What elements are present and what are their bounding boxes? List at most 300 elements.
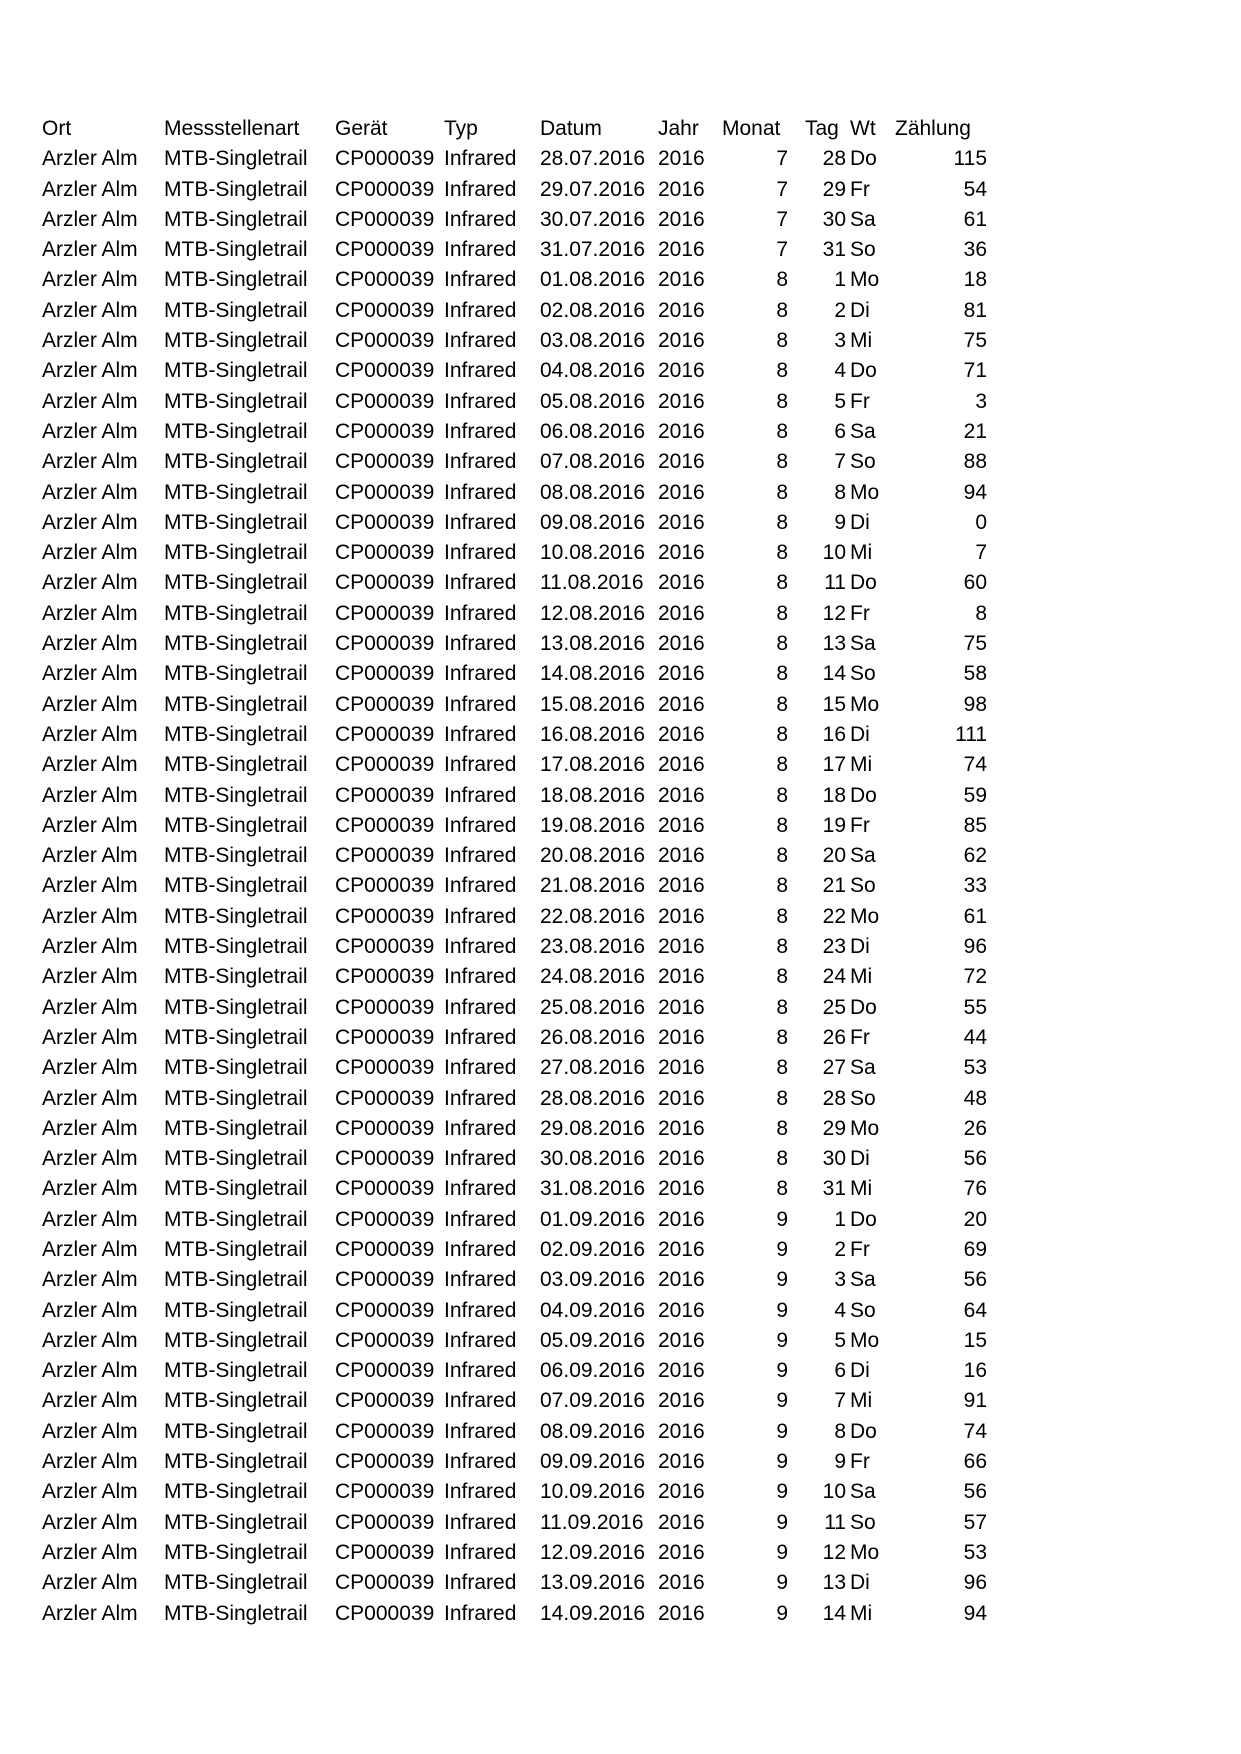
cell-typ: Infrared bbox=[444, 1298, 517, 1322]
cell-ort: Arzler Alm bbox=[42, 813, 138, 837]
cell-datum: 05.08.2016 bbox=[540, 389, 646, 413]
cell-geraet: CP000039 bbox=[335, 389, 435, 413]
cell-ort: Arzler Alm bbox=[42, 1268, 138, 1292]
cell-geraet: CP000039 bbox=[335, 480, 435, 504]
cell-typ: Infrared bbox=[444, 753, 517, 777]
cell-zaehlung: 58 bbox=[963, 662, 987, 686]
cell-geraet: CP000039 bbox=[335, 1116, 435, 1140]
cell-monat: 8 bbox=[776, 541, 788, 565]
cell-jahr: 2016 bbox=[658, 1510, 705, 1534]
cell-ort: Arzler Alm bbox=[42, 298, 138, 322]
cell-tag: 11 bbox=[824, 571, 846, 595]
cell-jahr: 2016 bbox=[658, 329, 705, 353]
table-row bbox=[42, 1296, 987, 1326]
cell-zaehlung: 62 bbox=[963, 844, 987, 868]
cell-typ: Infrared bbox=[444, 1207, 517, 1231]
cell-datum: 07.09.2016 bbox=[540, 1389, 646, 1413]
cell-wt: Mi bbox=[850, 1389, 873, 1413]
cell-messstellenart: MTB-Singletrail bbox=[164, 692, 308, 716]
cell-zaehlung: 57 bbox=[963, 1510, 987, 1534]
cell-wt: Sa bbox=[850, 1056, 876, 1080]
cell-geraet: CP000039 bbox=[335, 1025, 435, 1049]
cell-jahr: 2016 bbox=[658, 662, 705, 686]
cell-datum: 16.08.2016 bbox=[540, 722, 646, 746]
cell-zaehlung: 56 bbox=[963, 1480, 987, 1504]
table-row bbox=[42, 841, 987, 871]
table-row bbox=[42, 1386, 987, 1416]
cell-messstellenart: MTB-Singletrail bbox=[164, 329, 308, 353]
cell-messstellenart: MTB-Singletrail bbox=[164, 753, 308, 777]
cell-tag: 10 bbox=[822, 1480, 846, 1504]
cell-tag: 4 bbox=[834, 1298, 846, 1322]
cell-zaehlung: 64 bbox=[963, 1298, 987, 1322]
header-ort: Ort bbox=[42, 117, 72, 140]
table-row bbox=[42, 1326, 987, 1356]
cell-jahr: 2016 bbox=[658, 147, 705, 171]
table-row bbox=[42, 1447, 987, 1477]
cell-typ: Infrared bbox=[444, 1389, 517, 1413]
cell-messstellenart: MTB-Singletrail bbox=[164, 207, 308, 231]
cell-datum: 19.08.2016 bbox=[540, 813, 646, 837]
cell-wt: Do bbox=[850, 1207, 877, 1231]
cell-typ: Infrared bbox=[444, 541, 517, 565]
table-row bbox=[42, 781, 987, 811]
cell-ort: Arzler Alm bbox=[42, 692, 138, 716]
cell-monat: 8 bbox=[776, 995, 788, 1019]
cell-tag: 29 bbox=[822, 1116, 846, 1140]
cell-monat: 8 bbox=[776, 783, 788, 807]
cell-ort: Arzler Alm bbox=[42, 329, 138, 353]
cell-geraet: CP000039 bbox=[335, 1601, 435, 1625]
cell-tag: 2 bbox=[834, 298, 846, 322]
cell-datum: 26.08.2016 bbox=[540, 1025, 646, 1049]
counts-table bbox=[42, 114, 987, 1629]
cell-messstellenart: MTB-Singletrail bbox=[164, 1328, 308, 1352]
cell-zaehlung: 85 bbox=[963, 813, 987, 837]
cell-wt: Do bbox=[850, 147, 877, 171]
cell-ort: Arzler Alm bbox=[42, 1571, 138, 1595]
table-row bbox=[42, 478, 987, 508]
cell-jahr: 2016 bbox=[658, 783, 705, 807]
cell-geraet: CP000039 bbox=[335, 1147, 435, 1171]
cell-tag: 23 bbox=[822, 935, 846, 959]
cell-tag: 12 bbox=[822, 601, 846, 625]
table-row bbox=[42, 1023, 987, 1053]
cell-zaehlung: 94 bbox=[963, 480, 987, 504]
cell-ort: Arzler Alm bbox=[42, 1480, 138, 1504]
table-row bbox=[42, 1235, 987, 1265]
cell-typ: Infrared bbox=[444, 1480, 517, 1504]
cell-datum: 22.08.2016 bbox=[540, 904, 646, 928]
cell-tag: 31 bbox=[822, 1177, 846, 1201]
table-row bbox=[42, 1417, 987, 1447]
cell-datum: 18.08.2016 bbox=[540, 783, 646, 807]
cell-messstellenart: MTB-Singletrail bbox=[164, 480, 308, 504]
cell-tag: 15 bbox=[822, 692, 846, 716]
cell-ort: Arzler Alm bbox=[42, 1601, 138, 1625]
cell-geraet: CP000039 bbox=[335, 904, 435, 928]
cell-typ: Infrared bbox=[444, 419, 517, 443]
cell-datum: 28.07.2016 bbox=[540, 147, 646, 171]
cell-jahr: 2016 bbox=[658, 1268, 705, 1292]
cell-typ: Infrared bbox=[444, 662, 517, 686]
cell-wt: Mo bbox=[850, 692, 880, 716]
cell-jahr: 2016 bbox=[658, 1601, 705, 1625]
cell-typ: Infrared bbox=[444, 1540, 517, 1564]
cell-jahr: 2016 bbox=[658, 632, 705, 656]
cell-zaehlung: 26 bbox=[963, 1116, 987, 1140]
cell-wt: Mi bbox=[850, 965, 873, 989]
cell-geraet: CP000039 bbox=[335, 995, 435, 1019]
cell-monat: 9 bbox=[776, 1268, 788, 1292]
cell-monat: 9 bbox=[776, 1510, 788, 1534]
cell-ort: Arzler Alm bbox=[42, 1359, 138, 1383]
cell-monat: 8 bbox=[776, 389, 788, 413]
cell-monat: 8 bbox=[776, 329, 788, 353]
cell-wt: Mi bbox=[850, 1177, 873, 1201]
cell-wt: Fr bbox=[850, 1025, 870, 1049]
cell-typ: Infrared bbox=[444, 783, 517, 807]
cell-geraet: CP000039 bbox=[335, 813, 435, 837]
cell-tag: 18 bbox=[822, 783, 846, 807]
cell-typ: Infrared bbox=[444, 601, 517, 625]
cell-geraet: CP000039 bbox=[335, 1450, 435, 1474]
header-row bbox=[42, 114, 987, 144]
cell-monat: 7 bbox=[776, 177, 788, 201]
cell-typ: Infrared bbox=[444, 207, 517, 231]
cell-ort: Arzler Alm bbox=[42, 147, 138, 171]
cell-tag: 13 bbox=[822, 1571, 846, 1595]
cell-wt: Mi bbox=[850, 753, 873, 777]
table-row bbox=[42, 932, 987, 962]
cell-monat: 9 bbox=[776, 1298, 788, 1322]
cell-messstellenart: MTB-Singletrail bbox=[164, 1268, 308, 1292]
cell-ort: Arzler Alm bbox=[42, 1207, 138, 1231]
cell-ort: Arzler Alm bbox=[42, 1147, 138, 1171]
cell-monat: 8 bbox=[776, 510, 788, 534]
cell-jahr: 2016 bbox=[658, 753, 705, 777]
cell-typ: Infrared bbox=[444, 692, 517, 716]
cell-messstellenart: MTB-Singletrail bbox=[164, 995, 308, 1019]
cell-geraet: CP000039 bbox=[335, 783, 435, 807]
header-tag: Tag bbox=[805, 117, 839, 140]
cell-zaehlung: 54 bbox=[963, 177, 987, 201]
cell-ort: Arzler Alm bbox=[42, 1086, 138, 1110]
cell-typ: Infrared bbox=[444, 1268, 517, 1292]
cell-wt: Fr bbox=[850, 601, 870, 625]
table-row bbox=[42, 417, 987, 447]
cell-jahr: 2016 bbox=[658, 1116, 705, 1140]
cell-ort: Arzler Alm bbox=[42, 844, 138, 868]
cell-wt: Mo bbox=[850, 904, 880, 928]
cell-jahr: 2016 bbox=[658, 359, 705, 383]
cell-zaehlung: 74 bbox=[963, 1419, 987, 1443]
cell-zaehlung: 16 bbox=[963, 1359, 987, 1383]
cell-wt: Fr bbox=[850, 177, 870, 201]
cell-tag: 28 bbox=[822, 147, 846, 171]
cell-messstellenart: MTB-Singletrail bbox=[164, 571, 308, 595]
cell-jahr: 2016 bbox=[658, 965, 705, 989]
cell-monat: 8 bbox=[776, 662, 788, 686]
cell-ort: Arzler Alm bbox=[42, 177, 138, 201]
cell-wt: Do bbox=[850, 995, 877, 1019]
cell-ort: Arzler Alm bbox=[42, 935, 138, 959]
cell-typ: Infrared bbox=[444, 1025, 517, 1049]
cell-tag: 27 bbox=[822, 1056, 846, 1080]
cell-zaehlung: 96 bbox=[963, 1571, 987, 1595]
cell-typ: Infrared bbox=[444, 1419, 517, 1443]
cell-zaehlung: 71 bbox=[963, 359, 987, 383]
cell-zaehlung: 88 bbox=[963, 450, 987, 474]
cell-zaehlung: 75 bbox=[963, 632, 987, 656]
cell-geraet: CP000039 bbox=[335, 541, 435, 565]
cell-datum: 11.08.2016 bbox=[540, 571, 644, 595]
cell-datum: 27.08.2016 bbox=[540, 1056, 646, 1080]
cell-messstellenart: MTB-Singletrail bbox=[164, 1571, 308, 1595]
cell-zaehlung: 98 bbox=[963, 692, 987, 716]
cell-jahr: 2016 bbox=[658, 1177, 705, 1201]
cell-typ: Infrared bbox=[444, 1450, 517, 1474]
cell-tag: 22 bbox=[822, 904, 846, 928]
table-row bbox=[42, 1599, 987, 1629]
cell-monat: 7 bbox=[776, 207, 788, 231]
cell-typ: Infrared bbox=[444, 874, 517, 898]
cell-datum: 31.08.2016 bbox=[540, 1177, 646, 1201]
header-jahr: Jahr bbox=[658, 117, 699, 140]
cell-zaehlung: 69 bbox=[963, 1237, 987, 1261]
cell-ort: Arzler Alm bbox=[42, 268, 138, 292]
cell-datum: 13.08.2016 bbox=[540, 632, 646, 656]
cell-zaehlung: 33 bbox=[963, 874, 987, 898]
header-zaehlung: Zählung bbox=[895, 117, 971, 140]
cell-typ: Infrared bbox=[444, 1601, 517, 1625]
cell-ort: Arzler Alm bbox=[42, 904, 138, 928]
cell-typ: Infrared bbox=[444, 965, 517, 989]
cell-wt: Sa bbox=[850, 632, 876, 656]
cell-tag: 24 bbox=[822, 965, 846, 989]
cell-geraet: CP000039 bbox=[335, 1056, 435, 1080]
cell-ort: Arzler Alm bbox=[42, 1450, 138, 1474]
table-row bbox=[42, 447, 987, 477]
cell-wt: Sa bbox=[850, 1268, 876, 1292]
cell-zaehlung: 56 bbox=[963, 1268, 987, 1292]
cell-ort: Arzler Alm bbox=[42, 1056, 138, 1080]
cell-ort: Arzler Alm bbox=[42, 571, 138, 595]
cell-tag: 13 bbox=[822, 632, 846, 656]
cell-messstellenart: MTB-Singletrail bbox=[164, 844, 308, 868]
cell-monat: 8 bbox=[776, 1177, 788, 1201]
cell-tag: 17 bbox=[822, 753, 846, 777]
cell-wt: So bbox=[850, 662, 876, 686]
cell-monat: 8 bbox=[776, 480, 788, 504]
cell-datum: 06.09.2016 bbox=[540, 1359, 646, 1383]
cell-wt: So bbox=[850, 1086, 876, 1110]
cell-ort: Arzler Alm bbox=[42, 995, 138, 1019]
cell-monat: 9 bbox=[776, 1389, 788, 1413]
cell-datum: 29.07.2016 bbox=[540, 177, 646, 201]
cell-messstellenart: MTB-Singletrail bbox=[164, 783, 308, 807]
header-datum: Datum bbox=[540, 117, 602, 140]
cell-zaehlung: 20 bbox=[963, 1207, 987, 1231]
cell-datum: 02.09.2016 bbox=[540, 1237, 646, 1261]
table-row bbox=[42, 871, 987, 901]
cell-zaehlung: 61 bbox=[963, 207, 987, 231]
cell-typ: Infrared bbox=[444, 177, 517, 201]
cell-zaehlung: 74 bbox=[963, 753, 987, 777]
cell-zaehlung: 59 bbox=[963, 783, 987, 807]
cell-monat: 8 bbox=[776, 813, 788, 837]
cell-datum: 12.09.2016 bbox=[540, 1540, 646, 1564]
table-row bbox=[42, 1205, 987, 1235]
cell-monat: 8 bbox=[776, 935, 788, 959]
cell-typ: Infrared bbox=[444, 147, 517, 171]
cell-tag: 3 bbox=[834, 1268, 846, 1292]
table-row bbox=[42, 811, 987, 841]
cell-ort: Arzler Alm bbox=[42, 662, 138, 686]
cell-tag: 2 bbox=[834, 1237, 846, 1261]
cell-typ: Infrared bbox=[444, 389, 517, 413]
cell-messstellenart: MTB-Singletrail bbox=[164, 1419, 308, 1443]
cell-monat: 9 bbox=[776, 1571, 788, 1595]
cell-zaehlung: 7 bbox=[975, 541, 987, 565]
cell-typ: Infrared bbox=[444, 1237, 517, 1261]
cell-messstellenart: MTB-Singletrail bbox=[164, 1237, 308, 1261]
cell-wt: So bbox=[850, 238, 876, 262]
cell-tag: 26 bbox=[822, 1025, 846, 1049]
cell-datum: 31.07.2016 bbox=[540, 238, 646, 262]
table-row bbox=[42, 387, 987, 417]
cell-typ: Infrared bbox=[444, 238, 517, 262]
cell-wt: So bbox=[850, 1510, 876, 1534]
cell-wt: Di bbox=[850, 1571, 870, 1595]
cell-typ: Infrared bbox=[444, 632, 517, 656]
cell-jahr: 2016 bbox=[658, 813, 705, 837]
cell-typ: Infrared bbox=[444, 450, 517, 474]
cell-tag: 14 bbox=[822, 1601, 846, 1625]
cell-datum: 08.09.2016 bbox=[540, 1419, 646, 1443]
table-row bbox=[42, 326, 987, 356]
cell-datum: 01.08.2016 bbox=[540, 268, 646, 292]
cell-ort: Arzler Alm bbox=[42, 1389, 138, 1413]
cell-datum: 24.08.2016 bbox=[540, 965, 646, 989]
cell-jahr: 2016 bbox=[658, 1450, 705, 1474]
cell-ort: Arzler Alm bbox=[42, 1237, 138, 1261]
cell-tag: 6 bbox=[834, 419, 846, 443]
cell-typ: Infrared bbox=[444, 268, 517, 292]
cell-wt: Fr bbox=[850, 813, 870, 837]
cell-wt: Fr bbox=[850, 1450, 870, 1474]
cell-ort: Arzler Alm bbox=[42, 389, 138, 413]
cell-typ: Infrared bbox=[444, 1056, 517, 1080]
cell-messstellenart: MTB-Singletrail bbox=[164, 1147, 308, 1171]
cell-wt: Di bbox=[850, 298, 870, 322]
cell-tag: 29 bbox=[822, 177, 846, 201]
cell-wt: Mo bbox=[850, 1116, 880, 1140]
cell-datum: 15.08.2016 bbox=[540, 692, 646, 716]
cell-ort: Arzler Alm bbox=[42, 722, 138, 746]
cell-datum: 28.08.2016 bbox=[540, 1086, 646, 1110]
cell-messstellenart: MTB-Singletrail bbox=[164, 1056, 308, 1080]
cell-typ: Infrared bbox=[444, 844, 517, 868]
cell-ort: Arzler Alm bbox=[42, 480, 138, 504]
table-row bbox=[42, 205, 987, 235]
cell-ort: Arzler Alm bbox=[42, 510, 138, 534]
cell-wt: Mo bbox=[850, 480, 880, 504]
cell-monat: 8 bbox=[776, 722, 788, 746]
cell-datum: 03.09.2016 bbox=[540, 1268, 646, 1292]
header-geraet: Gerät bbox=[335, 117, 388, 140]
cell-datum: 14.08.2016 bbox=[540, 662, 646, 686]
cell-geraet: CP000039 bbox=[335, 753, 435, 777]
table-row bbox=[42, 1084, 987, 1114]
cell-datum: 12.08.2016 bbox=[540, 601, 646, 625]
cell-geraet: CP000039 bbox=[335, 1359, 435, 1383]
cell-tag: 10 bbox=[822, 541, 846, 565]
cell-typ: Infrared bbox=[444, 935, 517, 959]
cell-messstellenart: MTB-Singletrail bbox=[164, 419, 308, 443]
cell-tag: 8 bbox=[834, 1419, 846, 1443]
table-row bbox=[42, 1508, 987, 1538]
cell-geraet: CP000039 bbox=[335, 238, 435, 262]
cell-jahr: 2016 bbox=[658, 1359, 705, 1383]
cell-tag: 28 bbox=[822, 1086, 846, 1110]
cell-geraet: CP000039 bbox=[335, 329, 435, 353]
cell-messstellenart: MTB-Singletrail bbox=[164, 1025, 308, 1049]
cell-wt: Di bbox=[850, 510, 870, 534]
cell-jahr: 2016 bbox=[658, 1147, 705, 1171]
cell-zaehlung: 66 bbox=[963, 1450, 987, 1474]
cell-tag: 19 bbox=[822, 813, 846, 837]
cell-jahr: 2016 bbox=[658, 904, 705, 928]
cell-zaehlung: 18 bbox=[963, 268, 987, 292]
table-row bbox=[42, 568, 987, 598]
cell-typ: Infrared bbox=[444, 1328, 517, 1352]
cell-tag: 5 bbox=[834, 389, 846, 413]
table-row bbox=[42, 599, 987, 629]
header-monat: Monat bbox=[722, 117, 781, 140]
cell-messstellenart: MTB-Singletrail bbox=[164, 935, 308, 959]
cell-jahr: 2016 bbox=[658, 1571, 705, 1595]
cell-tag: 11 bbox=[824, 1510, 846, 1534]
cell-monat: 9 bbox=[776, 1328, 788, 1352]
cell-tag: 14 bbox=[822, 662, 846, 686]
cell-geraet: CP000039 bbox=[335, 1177, 435, 1201]
cell-monat: 9 bbox=[776, 1480, 788, 1504]
cell-monat: 8 bbox=[776, 450, 788, 474]
cell-ort: Arzler Alm bbox=[42, 601, 138, 625]
table-row bbox=[42, 629, 987, 659]
cell-ort: Arzler Alm bbox=[42, 207, 138, 231]
table-row bbox=[42, 750, 987, 780]
table-row bbox=[42, 1174, 987, 1204]
cell-geraet: CP000039 bbox=[335, 510, 435, 534]
cell-geraet: CP000039 bbox=[335, 1207, 435, 1231]
cell-messstellenart: MTB-Singletrail bbox=[164, 632, 308, 656]
cell-zaehlung: 94 bbox=[963, 1601, 987, 1625]
cell-geraet: CP000039 bbox=[335, 1237, 435, 1261]
cell-geraet: CP000039 bbox=[335, 298, 435, 322]
table-row bbox=[42, 1356, 987, 1386]
cell-monat: 9 bbox=[776, 1450, 788, 1474]
cell-geraet: CP000039 bbox=[335, 935, 435, 959]
cell-tag: 8 bbox=[834, 480, 846, 504]
cell-typ: Infrared bbox=[444, 904, 517, 928]
cell-tag: 7 bbox=[834, 1389, 846, 1413]
cell-datum: 17.08.2016 bbox=[540, 753, 646, 777]
cell-ort: Arzler Alm bbox=[42, 359, 138, 383]
cell-jahr: 2016 bbox=[658, 480, 705, 504]
cell-monat: 8 bbox=[776, 268, 788, 292]
